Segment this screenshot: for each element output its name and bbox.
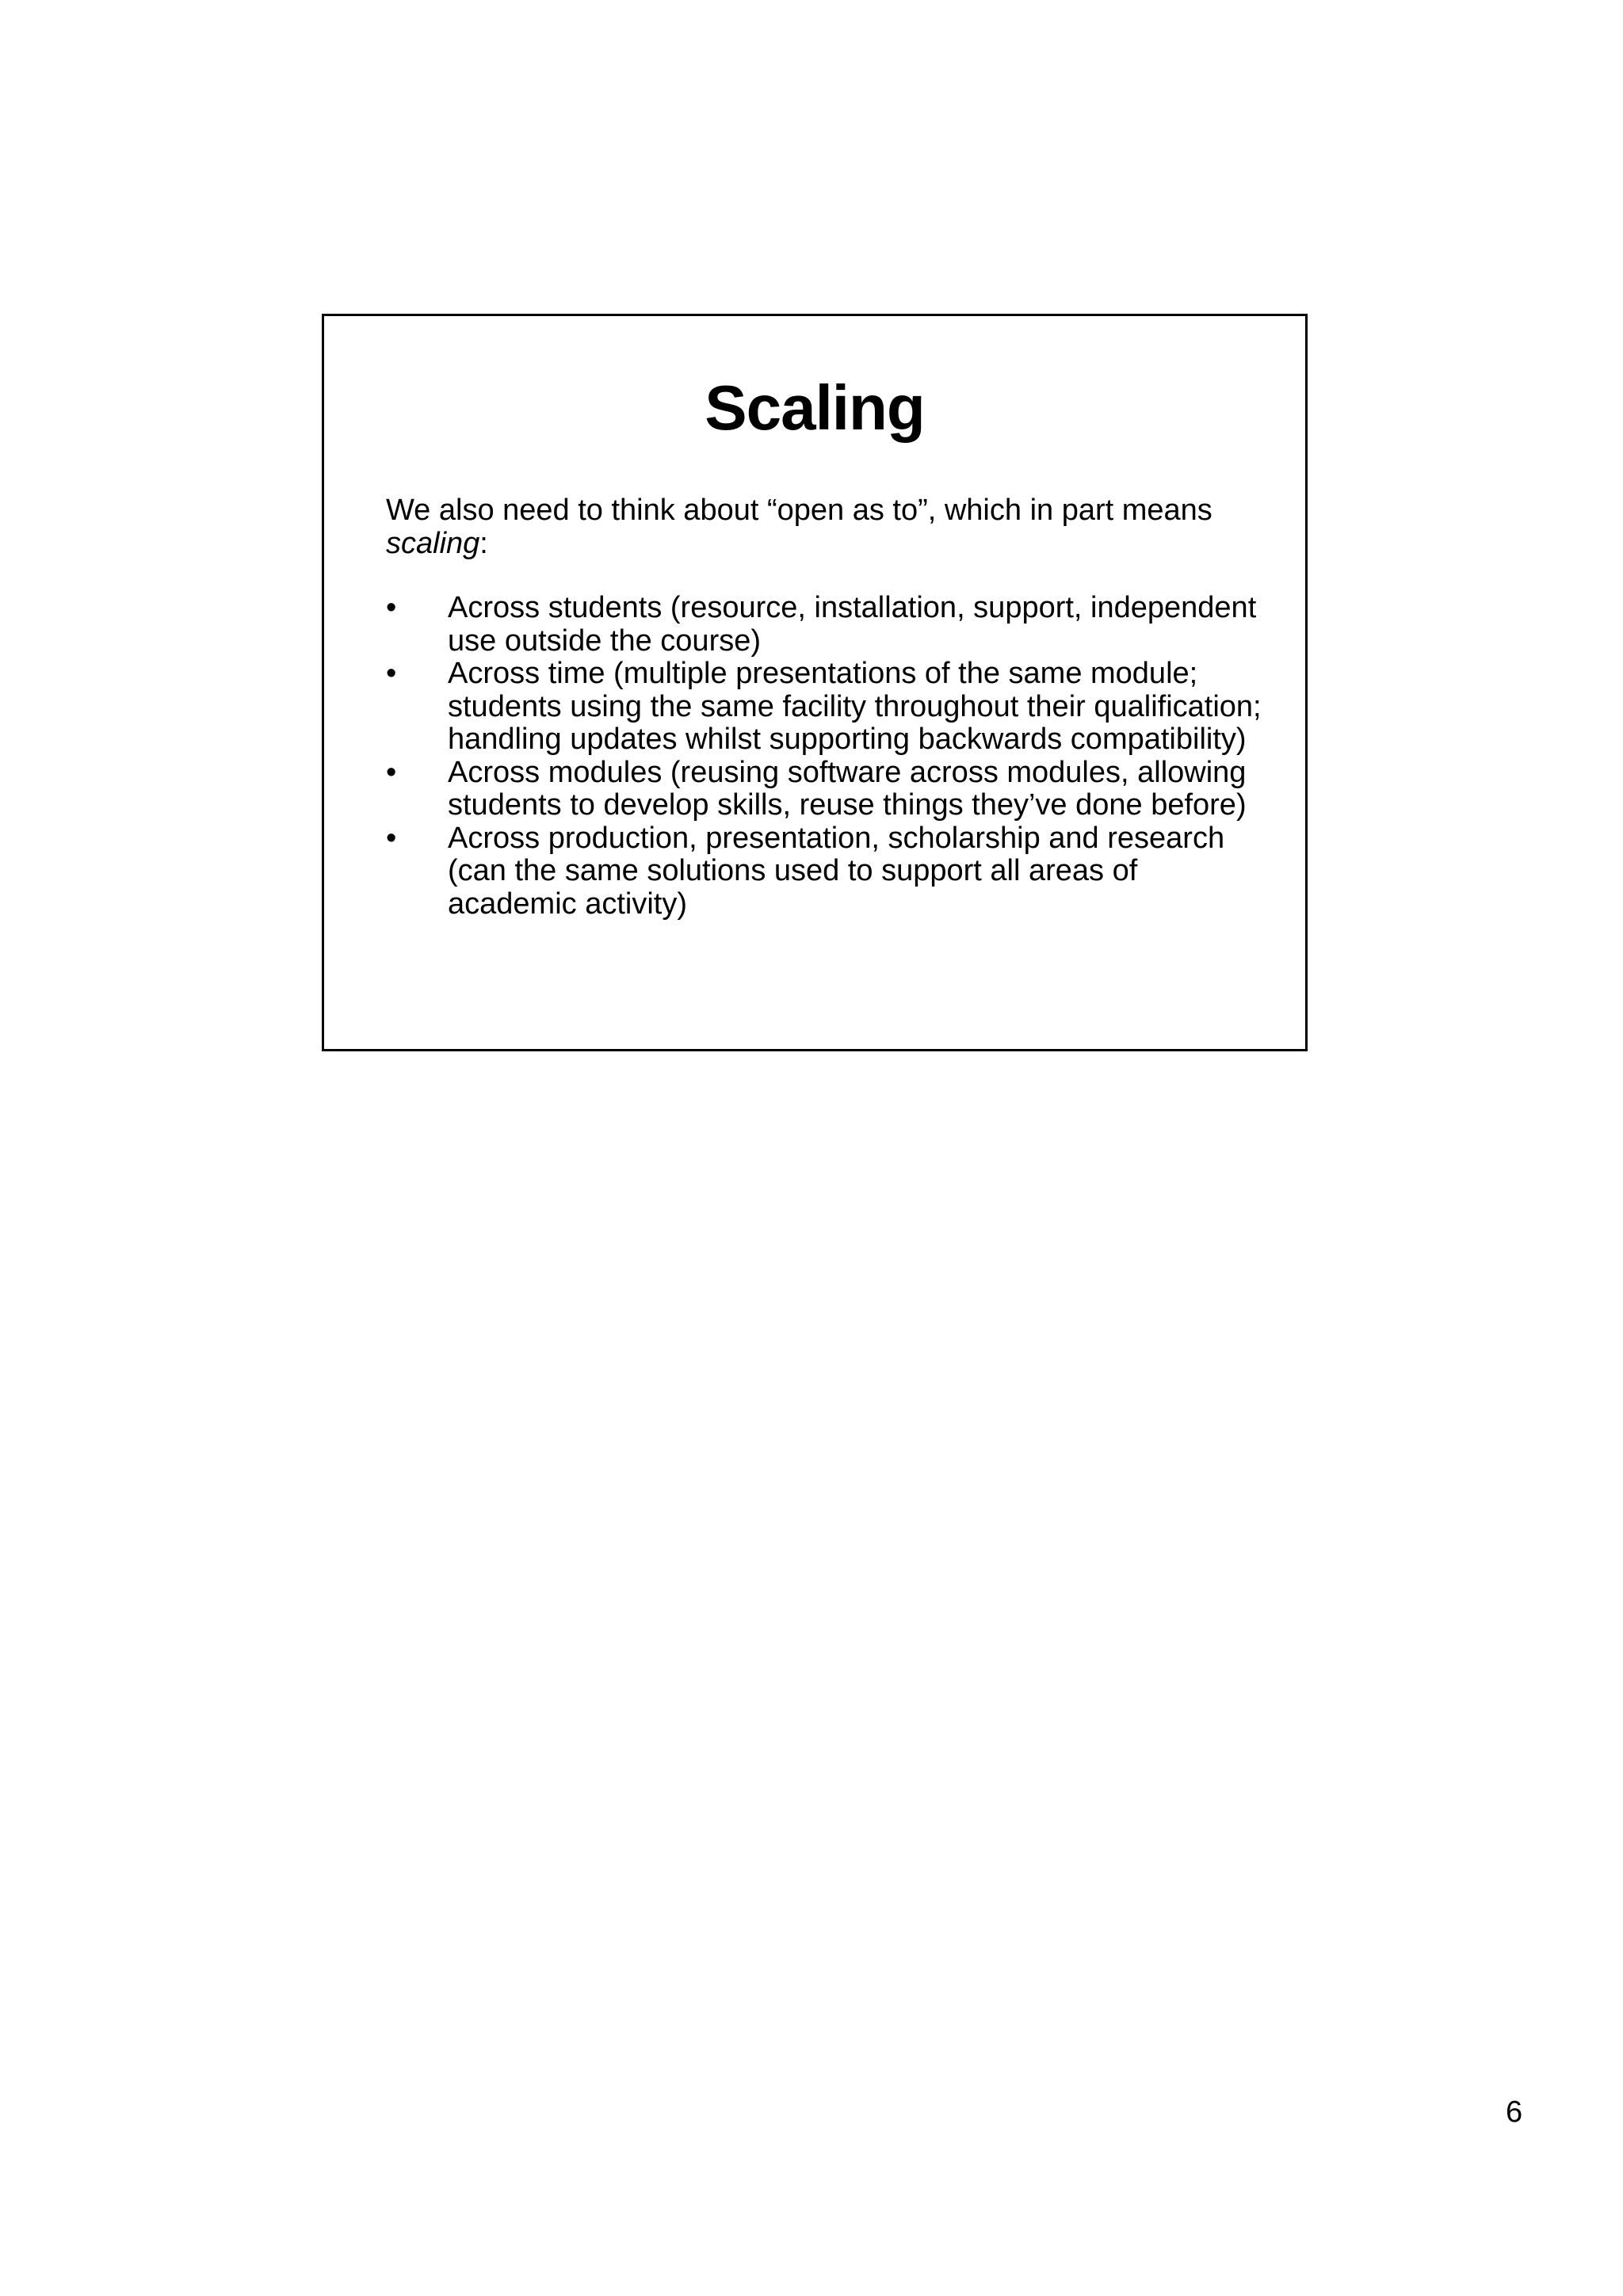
page-number: 6 [1506, 2096, 1523, 2129]
intro-colon: : [479, 527, 488, 560]
list-item-text: Across modules (reusing software across modules, allowing students to develop skills, reuse things they’ve done before) [448, 755, 1247, 822]
list-item [386, 757, 1266, 822]
list-item [386, 658, 1266, 757]
slide-frame [322, 314, 1308, 1051]
list-item [386, 592, 1266, 658]
intro-text: We also need to think about “open as to”, which in part means [386, 494, 1212, 527]
list-item-text: Across students (resource, installation, support, independent use outside the course) [448, 591, 1257, 658]
list-item-text: Across production, presentation, scholarship and research (can the same solutions used to support all areas of academic activity) [448, 821, 1225, 921]
list-item [386, 822, 1266, 921]
intro-emphasis: scaling [386, 527, 480, 560]
intro-paragraph [386, 494, 1274, 560]
list-item-text: Across time (multiple presentations of the same module; students using the same facility throughout their qualification; handling updates whilst supporting backwards compatibility) [448, 657, 1262, 756]
bullet-icon: • [386, 821, 397, 855]
bullet-icon: • [386, 591, 397, 624]
slide-title: Scaling [705, 372, 925, 443]
bullet-icon: • [386, 755, 397, 789]
bullet-icon: • [386, 657, 397, 690]
bullet-list [386, 592, 1266, 921]
